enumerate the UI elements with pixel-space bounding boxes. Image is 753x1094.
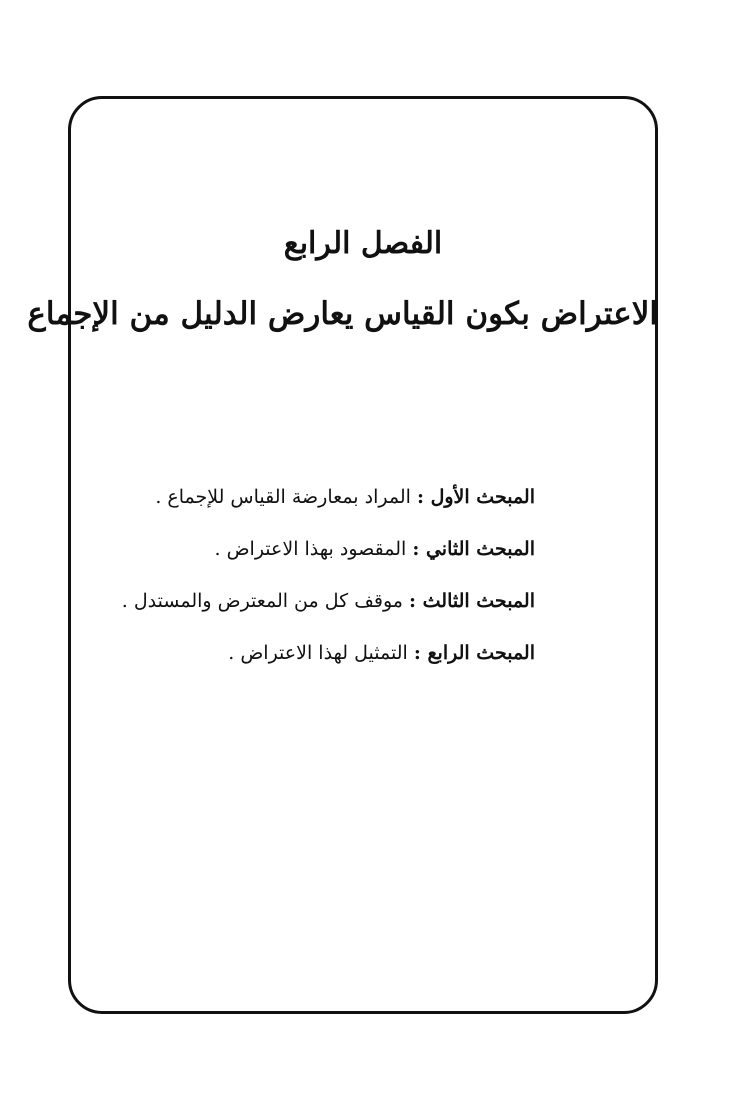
- sections-list: [122, 484, 535, 692]
- section-item-2: [122, 536, 535, 563]
- section-text: موقف كل من المعترض والمستدل .: [121, 590, 409, 612]
- section-item-1: [122, 484, 535, 511]
- section-text: التمثيل لهذا الاعتراض .: [228, 642, 414, 664]
- section-text: المراد بمعارضة القياس للإجماع .: [155, 486, 417, 508]
- section-label: المبحث الثالث :: [409, 590, 535, 612]
- chapter-title: الاعتراض بكون القياس يعارض الدليل من الإجماع: [27, 296, 658, 332]
- section-item-3: [122, 588, 535, 615]
- chapter-label: الفصل الرابع: [283, 226, 443, 261]
- section-label: المبحث الأول :: [416, 486, 535, 508]
- section-label: المبحث الثاني :: [412, 538, 535, 560]
- section-text: المقصود بهذا الاعتراض .: [214, 538, 413, 560]
- section-label: المبحث الرابع :: [413, 642, 535, 664]
- section-item-4: [122, 640, 535, 667]
